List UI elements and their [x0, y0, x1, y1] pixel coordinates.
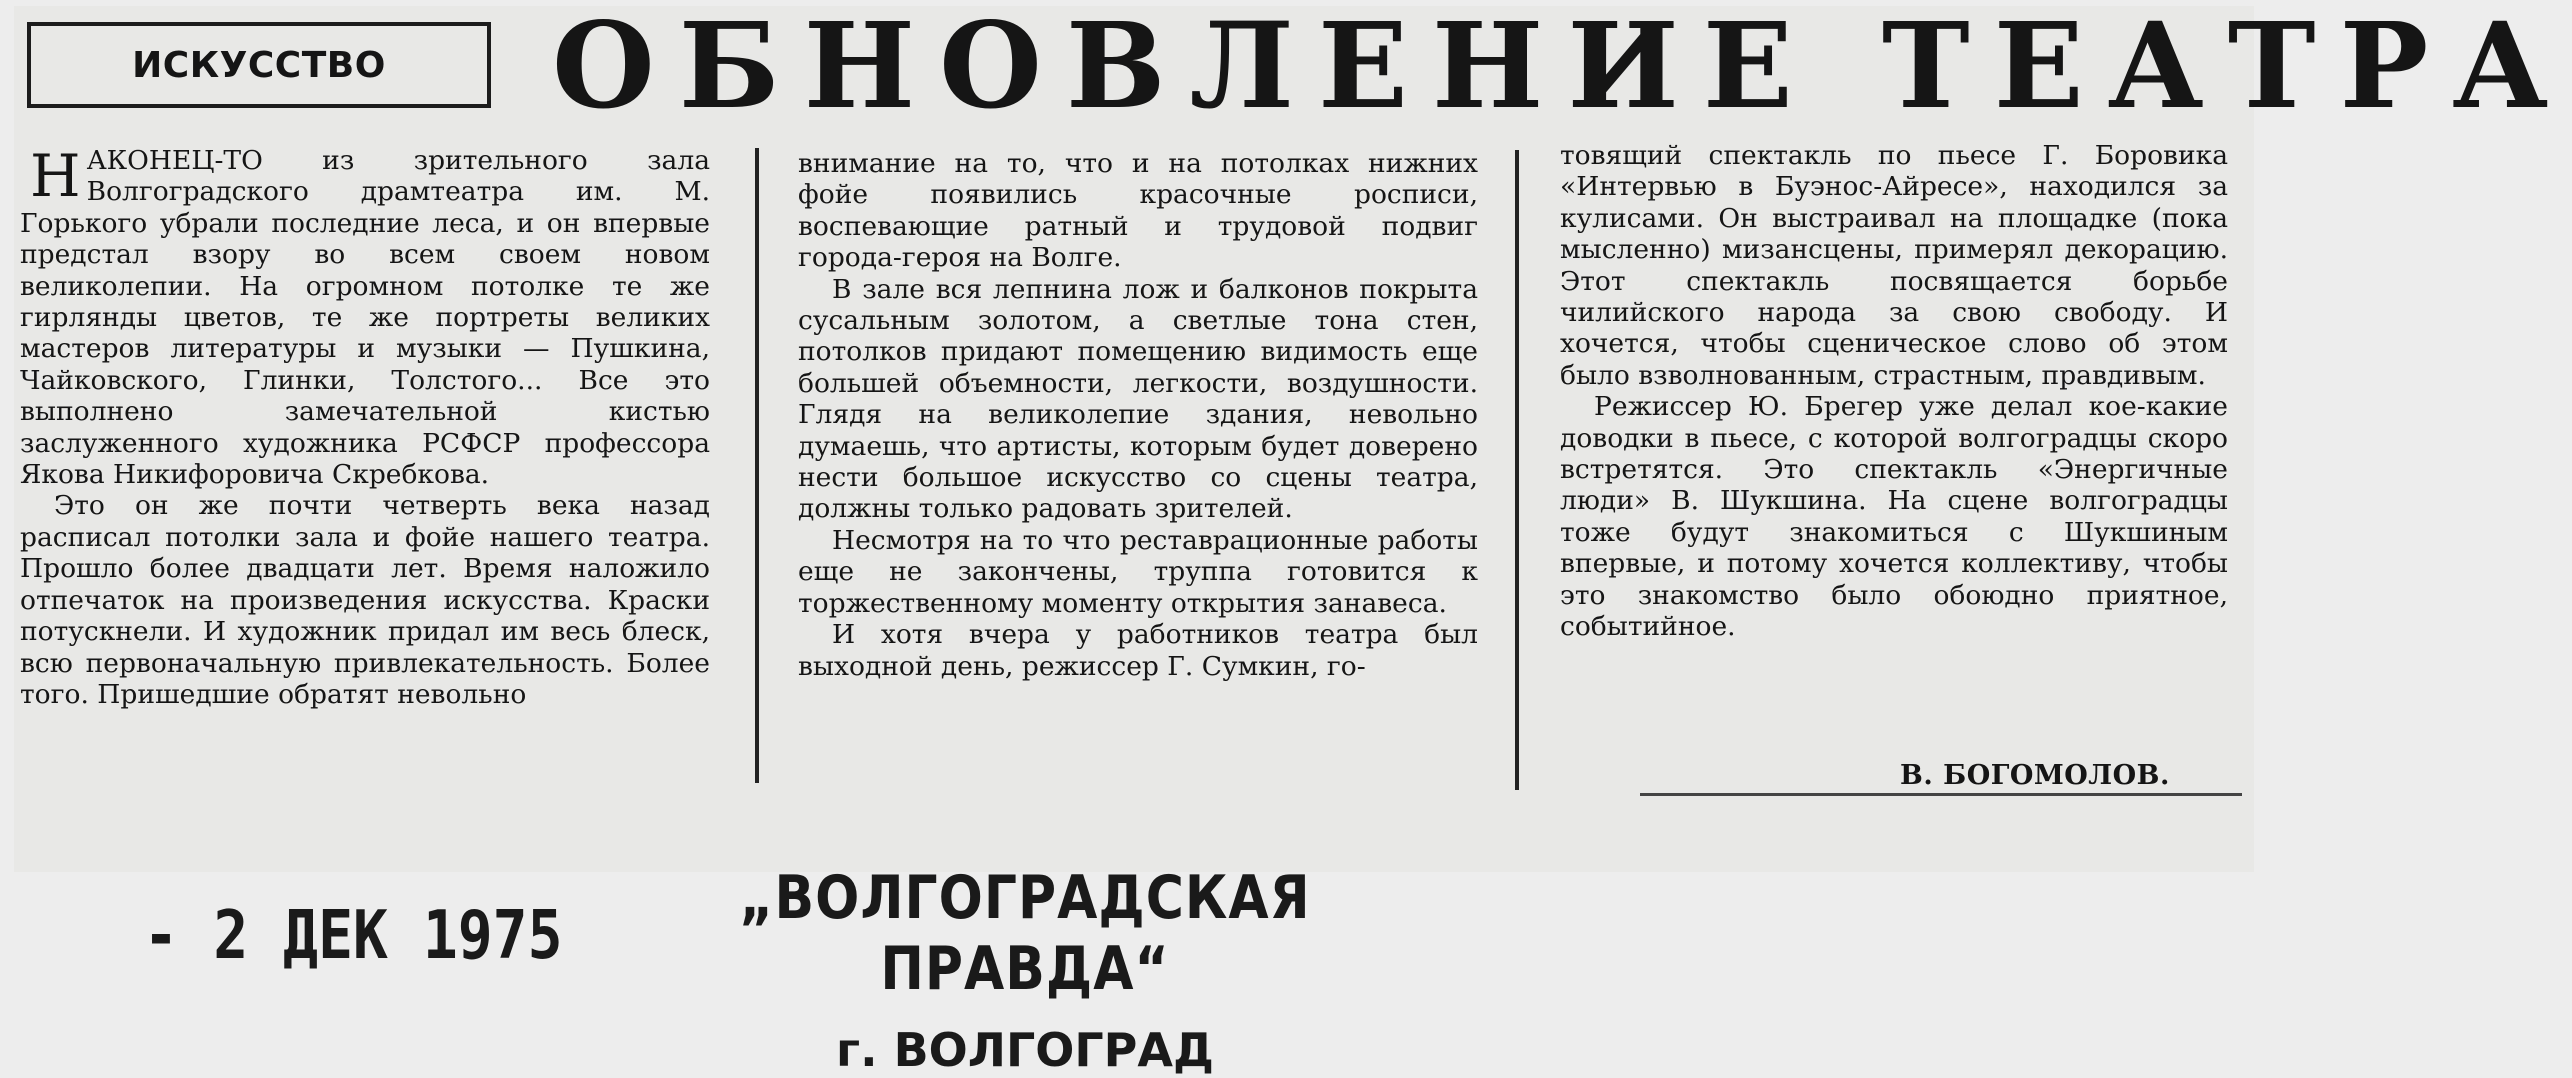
author-signature: В. БОГОМОЛОВ. — [1900, 760, 2170, 791]
signature-rule — [1640, 793, 2242, 796]
paragraph: Режиссер Ю. Брегер уже делал кое-какие доводки в пьесе, с которой волгоградцы скоро встретятся. Это спектакль «Энергичные люди» В. Шукшина. На сцене волгоградцы тоже будут знакомиться с Шукшиным впервые, и потому хочется коллективу, чтобы это знакомство было обоюдно приятное, событийное. — [1560, 391, 2228, 643]
paragraph — [20, 142, 710, 491]
paragraph: внимание на то, что и на потолках нижних фойе появились красочные росписи, воспевающие ратный и трудовой подвиг города-героя на Волге. — [798, 148, 1478, 274]
column-divider — [755, 148, 759, 783]
headline-text: ОБНОВЛЕНИЕ ТЕАТРА — [552, 0, 2572, 135]
source-city: г. ВОЛГОГРАД — [836, 1023, 1214, 1077]
paragraph: Несмотря на то что реставрационные работы еще не закончены, труппа готовится к торжественному моменту открытия занавеса. — [798, 524, 1478, 619]
article-column-3 — [1560, 140, 2228, 643]
source-newspaper: „ВОЛГОГРАДСКАЯ ПРАВДА“ — [739, 863, 1311, 1005]
rubric-label: ИСКУССТВО — [27, 22, 491, 108]
headline — [552, 0, 2572, 135]
paragraph: И хотя вчера у работников театра был выходной день, режиссер Г. Сумкин, го- — [798, 619, 1478, 682]
paragraph: Это он же почти четверть века назад расписал потолки зала и фойе нашего театра. Прошло более двадцати лет. Время наложило отпечаток на произведения искусства. Краски потускнели. И художник придал им весь блеск, всю первоначальную привлекательность. Более того. Пришедшие обратят невольно — [20, 490, 710, 710]
column-divider — [1515, 150, 1519, 790]
date-stamp: - 2 ДЕК 1975 — [143, 895, 563, 974]
paragraph-text: АКОНЕЦ-ТО из зрительного зала Волгоградского драмтеатра им. М. Горького убрали последние леса, и он впервые предстал взору во всем своем новом великолепии. На огромном потолке те же гирлянды цветов, те же портреты великих мастеров литературы и музыки — Пушкина, Чайковского, Глинки, Толстого... Все это выполнено замечательной кистью заслуженного художника РСФСР профессора Якова Никифоровича Скребкова. — [20, 145, 710, 491]
paragraph: В зале вся лепнина лож и балконов покрыта сусальным золотом, а светлые тона стен, потолков придают помещению видимость еще большей объемности, легкости, воздушности. Глядя на великолепие здания, невольно думаешь, что артисты, которым будет доверено нести большое искусство со сцены театра, должны только радовать зрителей. — [798, 273, 1478, 525]
paragraph: товящий спектакль по пьесе Г. Боровика «Интервью в Буэнос-Айресе», находился за кулисами. Он выстраивал на площадке (пока мысленно) мизансцены, примерял декорацию. Этот спектакль посвящается борьбе чилийского народа за свою свободу. И хочется, чтобы сценическое слово об этом было взволнованным, страстным, правдивым. — [1560, 140, 2228, 391]
article-column-1 — [20, 142, 710, 830]
source-stamp — [690, 863, 1360, 1078]
drop-cap: Н — [30, 142, 81, 210]
article-column-2 — [798, 148, 1478, 828]
